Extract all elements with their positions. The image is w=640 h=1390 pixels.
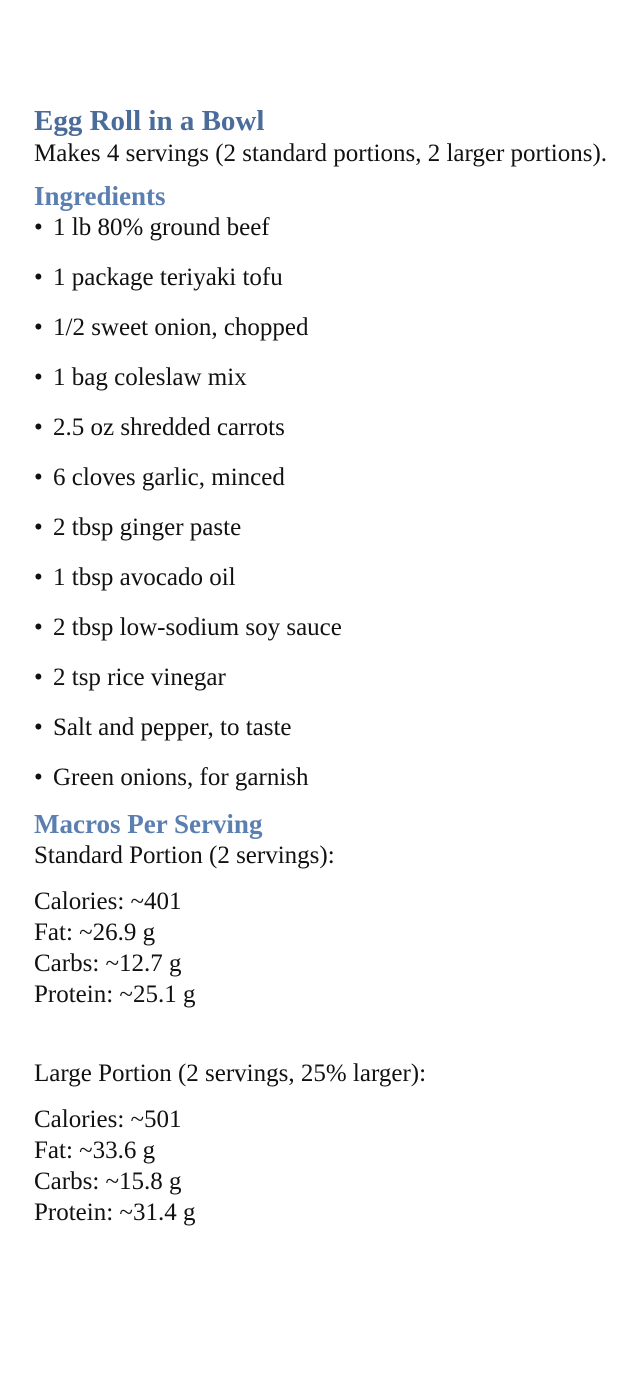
standard-macros [34, 886, 634, 1010]
ingredient-text: 6 cloves garlic, minced [53, 464, 285, 491]
bullet-icon: • [34, 214, 43, 241]
list-item [34, 662, 634, 712]
list-item [34, 212, 634, 262]
ingredient-text: Green onions, for garnish [53, 764, 309, 791]
list-item [34, 462, 634, 512]
ingredients-list [34, 212, 634, 798]
bullet-icon: • [34, 614, 43, 641]
bullet-icon: • [34, 564, 43, 591]
large-fat: Fat: ~33.6 g [34, 1137, 156, 1164]
list-item [34, 362, 634, 412]
list-item [34, 762, 634, 798]
standard-portion-heading: Standard Portion (2 servings): [34, 842, 335, 869]
ingredient-text: 1 bag coleslaw mix [53, 364, 247, 391]
bullet-icon: • [34, 314, 43, 341]
standard-carbs: Carbs: ~12.7 g [34, 950, 182, 977]
large-portion-heading: Large Portion (2 servings, 25% larger): [34, 1060, 427, 1087]
bullet-icon: • [34, 764, 43, 791]
ingredient-text: 1 tbsp avocado oil [53, 564, 236, 591]
large-carbs: Carbs: ~15.8 g [34, 1168, 182, 1195]
standard-fat: Fat: ~26.9 g [34, 919, 156, 946]
list-item [34, 262, 634, 312]
bullet-icon: • [34, 264, 43, 291]
large-protein: Protein: ~31.4 g [34, 1199, 196, 1226]
list-item [34, 512, 634, 562]
recipe-subtitle: Makes 4 servings (2 standard portions, 2 larger portions). [34, 140, 608, 167]
section-spacer [34, 1010, 634, 1058]
recipe-title: Egg Roll in a Bowl [34, 105, 265, 137]
ingredients-heading: Ingredients [34, 181, 166, 211]
bullet-icon: • [34, 514, 43, 541]
standard-protein: Protein: ~25.1 g [34, 981, 196, 1008]
ingredient-text: 1/2 sweet onion, chopped [53, 314, 309, 341]
large-macros [34, 1104, 634, 1228]
ingredient-text: 1 package teriyaki tofu [53, 264, 283, 291]
ingredient-text: 2 tbsp low-sodium soy sauce [53, 614, 342, 641]
bullet-icon: • [34, 464, 43, 491]
list-item [34, 612, 634, 662]
ingredient-text: 1 lb 80% ground beef [53, 214, 270, 241]
ingredient-text: 2.5 oz shredded carrots [53, 414, 285, 441]
ingredient-text: Salt and pepper, to taste [53, 714, 292, 741]
recipe-document [34, 104, 634, 1228]
macros-heading: Macros Per Serving [34, 809, 263, 839]
list-item [34, 412, 634, 462]
list-item [34, 562, 634, 612]
bullet-icon: • [34, 414, 43, 441]
list-item [34, 312, 634, 362]
bullet-icon: • [34, 364, 43, 391]
list-item [34, 712, 634, 762]
ingredient-text: 2 tsp rice vinegar [53, 664, 226, 691]
bullet-icon: • [34, 664, 43, 691]
large-calories: Calories: ~501 [34, 1106, 182, 1133]
ingredient-text: 2 tbsp ginger paste [53, 514, 242, 541]
bullet-icon: • [34, 714, 43, 741]
standard-calories: Calories: ~401 [34, 888, 182, 915]
